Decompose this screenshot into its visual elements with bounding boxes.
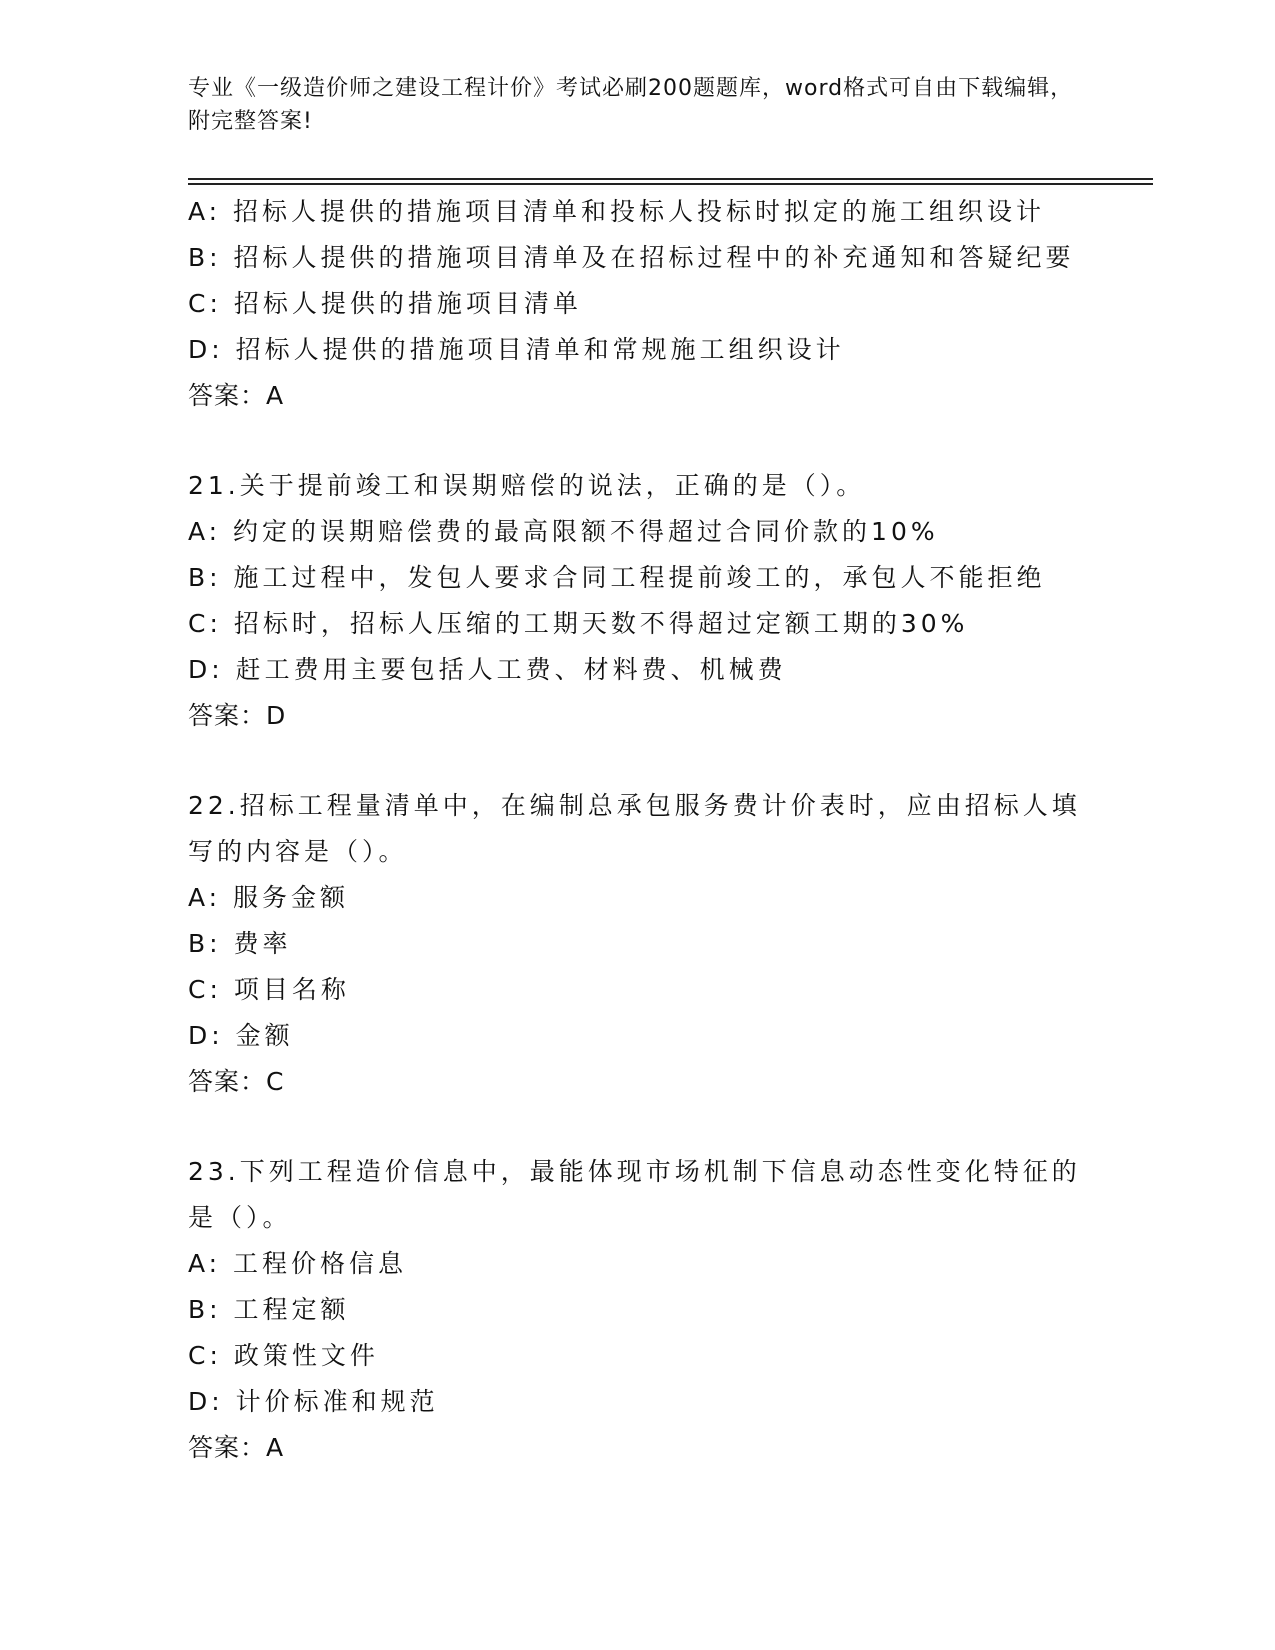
option-text: 服务金额 <box>233 883 350 912</box>
option-text: 金额 <box>235 1021 294 1050</box>
option-d <box>188 327 1088 373</box>
answer-line: 答案：A <box>188 1433 285 1462</box>
option-key: B: <box>188 929 222 958</box>
option-d <box>188 1379 1088 1425</box>
option-key: C: <box>188 975 222 1004</box>
answer-line: 答案：C <box>188 1067 285 1096</box>
option-b <box>188 1287 1088 1333</box>
option-c <box>188 967 1088 1013</box>
answer-line: 答案：D <box>188 701 287 730</box>
option-b <box>188 921 1088 967</box>
question-block-20 <box>188 189 1088 419</box>
option-a <box>188 509 1088 555</box>
option-text: 约定的误期赔偿费的最高限额不得超过合同价款的10% <box>233 517 939 546</box>
option-text: 项目名称 <box>233 975 350 1004</box>
option-key: C: <box>188 1341 222 1370</box>
header-title: 专业《一级造价师之建设工程计价》考试必刷200题题库，word格式可自由下载编辑，附完整答案! <box>188 76 1074 134</box>
question-stem: 23.下列工程造价信息中，最能体现市场机制下信息动态性变化特征的是（）。 <box>188 1157 1081 1232</box>
spacer <box>188 1105 1088 1149</box>
option-text: 工程价格信息 <box>233 1249 408 1278</box>
option-key: B: <box>188 1295 222 1324</box>
question-block-22 <box>188 783 1088 1105</box>
option-a <box>188 875 1088 921</box>
header-divider-bottom <box>188 183 1153 185</box>
option-a <box>188 189 1088 235</box>
option-key: C: <box>188 609 222 638</box>
option-key: C: <box>188 289 222 318</box>
option-key: D: <box>188 655 224 684</box>
option-key: B: <box>188 243 222 272</box>
question-block-23 <box>188 1149 1088 1471</box>
option-key: D: <box>188 1387 224 1416</box>
option-text: 费率 <box>233 929 292 958</box>
question-stem: 22.招标工程量清单中，在编制总承包服务费计价表时，应由招标人填写的内容是（）。 <box>188 791 1081 866</box>
option-key: A: <box>188 1249 222 1278</box>
option-d <box>188 647 1088 693</box>
option-c <box>188 1333 1088 1379</box>
option-text: 赶工费用主要包括人工费、材料费、机械费 <box>235 655 787 684</box>
option-text: 招标时，招标人压缩的工期天数不得超过定额工期的30% <box>233 609 969 638</box>
option-key: A: <box>188 883 222 912</box>
option-c <box>188 601 1088 647</box>
option-key: D: <box>188 1021 224 1050</box>
option-text: 计价标准和规范 <box>235 1387 439 1416</box>
answer-line: 答案：A <box>188 381 285 410</box>
document-header <box>188 72 1078 138</box>
question-block-21 <box>188 463 1088 739</box>
header-divider-top <box>188 178 1153 180</box>
option-text: 招标人提供的措施项目清单和常规施工组织设计 <box>235 335 845 364</box>
option-text: 招标人提供的措施项目清单和投标人投标时拟定的施工组织设计 <box>233 197 1046 226</box>
option-c <box>188 281 1088 327</box>
option-text: 招标人提供的措施项目清单 <box>233 289 582 318</box>
option-key: A: <box>188 197 222 226</box>
option-key: B: <box>188 563 222 592</box>
spacer <box>188 739 1088 783</box>
option-key: D: <box>188 335 224 364</box>
option-b <box>188 555 1088 601</box>
option-d <box>188 1013 1088 1059</box>
option-key: A: <box>188 517 222 546</box>
question-list <box>188 189 1088 1471</box>
option-a <box>188 1241 1088 1287</box>
option-b <box>188 235 1088 281</box>
option-text: 工程定额 <box>233 1295 350 1324</box>
question-stem: 21.关于提前竣工和误期赔偿的说法，正确的是（）。 <box>188 471 866 500</box>
option-text: 施工过程中，发包人要求合同工程提前竣工的，承包人不能拒绝 <box>233 563 1046 592</box>
spacer <box>188 419 1088 463</box>
option-text: 招标人提供的措施项目清单及在招标过程中的补充通知和答疑纪要 <box>233 243 1075 272</box>
option-text: 政策性文件 <box>233 1341 379 1370</box>
